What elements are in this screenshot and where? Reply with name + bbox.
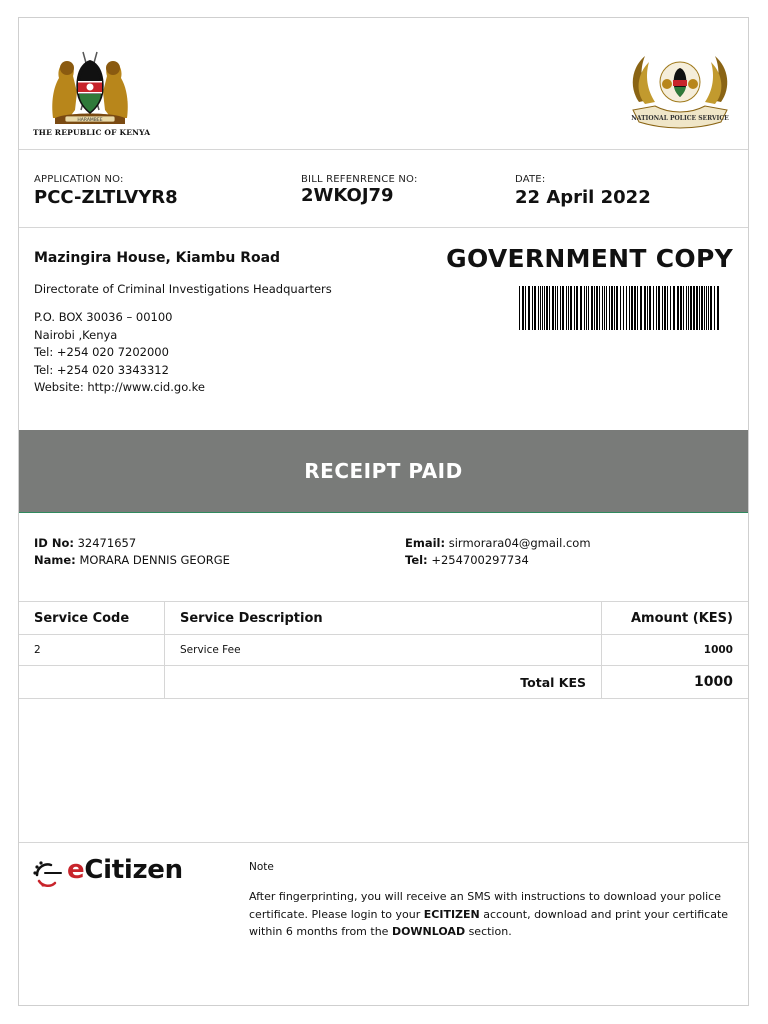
barcode-bar bbox=[609, 286, 610, 330]
ecitizen-logo-icon bbox=[33, 855, 193, 889]
receipt-banner bbox=[19, 430, 748, 513]
barcode-icon bbox=[519, 286, 723, 330]
barcode-bar bbox=[701, 286, 703, 330]
barcode-bar bbox=[649, 286, 651, 330]
application-number-value: PCC-ZLTLVYR8 bbox=[34, 187, 178, 208]
table-total-row bbox=[19, 666, 748, 699]
total-value: 1000 bbox=[694, 674, 733, 690]
ecitizen-rest: Citizen bbox=[84, 855, 183, 885]
ecitizen-wordmark bbox=[67, 855, 183, 885]
barcode-bar bbox=[696, 286, 698, 330]
barcode-bar bbox=[525, 286, 526, 330]
header-service-description: Service Description bbox=[165, 602, 602, 634]
barcode-bar bbox=[623, 286, 624, 330]
barcode-bar bbox=[670, 286, 671, 330]
barcode-bar bbox=[708, 286, 709, 330]
barcode-bar bbox=[688, 286, 689, 330]
kenya-motto: HARAMBEE bbox=[77, 118, 103, 123]
barcode-bar bbox=[706, 286, 707, 330]
barcode-bar bbox=[710, 286, 712, 330]
note-text bbox=[249, 888, 739, 941]
note-download: DOWNLOAD bbox=[391, 925, 466, 938]
barcode-bar bbox=[667, 286, 668, 330]
barcode-bar bbox=[640, 286, 642, 330]
applicant-name-value: MORARA DENNIS GEORGE bbox=[79, 553, 230, 567]
barcode-bar bbox=[714, 286, 715, 330]
kenya-crest bbox=[33, 48, 163, 138]
applicant-telephone-value: +254700297734 bbox=[431, 553, 529, 567]
barcode-bar bbox=[629, 286, 630, 330]
receipt-page bbox=[18, 17, 749, 1006]
note-part-2: account, download and print your certificate within 6 months from the bbox=[249, 907, 729, 938]
note-part-3: section. bbox=[465, 925, 512, 938]
barcode-bar bbox=[662, 286, 663, 330]
application-number-label: APPLICATION NO: bbox=[34, 174, 124, 185]
barcode-bar bbox=[673, 286, 675, 330]
republic-caption: THE REPUBLIC OF KENYA bbox=[33, 128, 151, 137]
barcode-bar bbox=[580, 286, 582, 330]
barcode-bar bbox=[576, 286, 578, 330]
footer-note-section bbox=[19, 842, 748, 1007]
barcode-bar bbox=[538, 286, 539, 330]
barcode-bar bbox=[574, 286, 575, 330]
department-name: Directorate of Criminal Investigations Headquarters bbox=[34, 282, 332, 296]
barcode-bar bbox=[699, 286, 700, 330]
applicant-name bbox=[34, 553, 230, 567]
barcode-bar bbox=[677, 286, 679, 330]
police-crest-text: NATIONAL POLICE SERVICE bbox=[631, 115, 729, 122]
applicant-name-label: Name: bbox=[34, 553, 76, 567]
service-code-cell: 2 bbox=[19, 635, 165, 665]
ecitizen-e: e bbox=[67, 855, 85, 885]
barcode-bar bbox=[566, 286, 567, 330]
barcode-bar bbox=[534, 286, 536, 330]
barcode-bar bbox=[637, 286, 638, 330]
service-description-cell: Service Fee bbox=[165, 635, 602, 665]
barcode-bar bbox=[664, 286, 666, 330]
total-label: Total KES bbox=[165, 666, 602, 698]
header-service-code: Service Code bbox=[19, 602, 165, 634]
barcode-bar bbox=[596, 286, 598, 330]
barcode-bar bbox=[604, 286, 605, 330]
id-number-label: ID No: bbox=[34, 536, 74, 550]
date-label: DATE: bbox=[515, 174, 546, 185]
barcode-bar bbox=[704, 286, 705, 330]
applicant-telephone bbox=[405, 553, 529, 567]
address-section bbox=[19, 228, 748, 430]
website: Website: http://www.cid.go.ke bbox=[34, 380, 206, 394]
barcode-bar bbox=[620, 286, 621, 330]
contact-lines bbox=[34, 309, 205, 397]
bill-reference-label: BILL REFENRENCE NO: bbox=[301, 174, 418, 185]
barcode-bar bbox=[528, 286, 530, 330]
bill-reference-value: 2WKOJ79 bbox=[301, 185, 394, 206]
date-value: 22 April 2022 bbox=[515, 187, 651, 208]
applicant-telephone-label: Tel: bbox=[405, 553, 428, 567]
barcode-bar bbox=[602, 286, 603, 330]
barcode-bar bbox=[680, 286, 682, 330]
total-empty-cell bbox=[19, 666, 165, 698]
table-row bbox=[19, 635, 748, 666]
barcode-bar bbox=[594, 286, 595, 330]
barcode-bar bbox=[560, 286, 561, 330]
ecitizen-mark-icon bbox=[33, 861, 67, 889]
barcode-bar bbox=[552, 286, 554, 330]
barcode-bar bbox=[588, 286, 589, 330]
telephone-2: Tel: +254 020 3343312 bbox=[34, 362, 169, 377]
barcode-bar bbox=[562, 286, 564, 330]
barcode-bar bbox=[540, 286, 541, 330]
id-number bbox=[34, 536, 136, 550]
barcode-bar bbox=[544, 286, 545, 330]
police-crest bbox=[625, 48, 735, 130]
barcode-bar bbox=[614, 286, 615, 330]
receipt-banner-title: RECEIPT PAID bbox=[304, 459, 463, 483]
amount-cell: 1000 bbox=[703, 644, 733, 656]
barcode-bar bbox=[683, 286, 684, 330]
barcode-bar bbox=[626, 286, 627, 330]
barcode-bar bbox=[549, 286, 550, 330]
barcode-bar bbox=[717, 286, 719, 330]
barcode-bar bbox=[555, 286, 556, 330]
barcode-bar bbox=[611, 286, 613, 330]
barcode-bar bbox=[616, 286, 618, 330]
barcode-bar bbox=[568, 286, 569, 330]
address-title: Mazingira House, Kiambu Road bbox=[34, 250, 281, 266]
date-block bbox=[515, 174, 651, 208]
note-ecitizen: ECITIZEN bbox=[423, 907, 480, 921]
id-number-value: 32471657 bbox=[77, 536, 137, 550]
note-part-1: After fingerprinting, you will receive an SMS with instructions to download your police certificate. Please login to your bbox=[249, 890, 722, 921]
barcode-bar bbox=[591, 286, 593, 330]
barcode-bar bbox=[658, 286, 660, 330]
kenya-coat-of-arms-icon bbox=[47, 48, 133, 126]
barcode-bar bbox=[546, 286, 548, 330]
barcode-bar bbox=[522, 286, 524, 330]
barcode-bar bbox=[542, 286, 543, 330]
barcode-bar bbox=[606, 286, 607, 330]
barcode-bar bbox=[690, 286, 692, 330]
header-amount: Amount (KES) bbox=[631, 610, 733, 626]
applicant-email-label: Email: bbox=[405, 536, 446, 550]
application-number-block bbox=[34, 174, 178, 208]
barcode-bar bbox=[584, 286, 585, 330]
barcode-bar bbox=[686, 286, 687, 330]
copy-label: GOVERNMENT COPY bbox=[446, 244, 733, 273]
barcode-bar bbox=[693, 286, 695, 330]
note-label: Note bbox=[249, 861, 274, 873]
table-header-row bbox=[19, 602, 748, 635]
applicant-email-value: sirmorara04@gmail.com bbox=[448, 536, 591, 550]
po-box: P.O. BOX 30036 – 00100 bbox=[34, 310, 173, 324]
barcode-bar bbox=[631, 286, 633, 330]
barcode-bar bbox=[656, 286, 657, 330]
telephone-1: Tel: +254 020 7202000 bbox=[34, 345, 169, 359]
crest-header bbox=[19, 18, 748, 150]
barcode-bar bbox=[647, 286, 648, 330]
barcode-bar bbox=[532, 286, 533, 330]
barcode-bar bbox=[653, 286, 654, 330]
national-police-service-crest-icon bbox=[625, 48, 735, 130]
applicant-email bbox=[405, 536, 591, 550]
barcode-bar bbox=[570, 286, 572, 330]
applicant-details bbox=[19, 514, 748, 602]
barcode-bar bbox=[557, 286, 558, 330]
barcode-bar bbox=[586, 286, 587, 330]
barcode-bar bbox=[644, 286, 646, 330]
barcode-bar bbox=[519, 286, 520, 330]
city: Nairobi ,Kenya bbox=[34, 327, 118, 342]
bill-reference-block bbox=[301, 174, 418, 206]
application-info bbox=[19, 150, 748, 228]
barcode-bar bbox=[599, 286, 600, 330]
barcode-bar bbox=[634, 286, 636, 330]
